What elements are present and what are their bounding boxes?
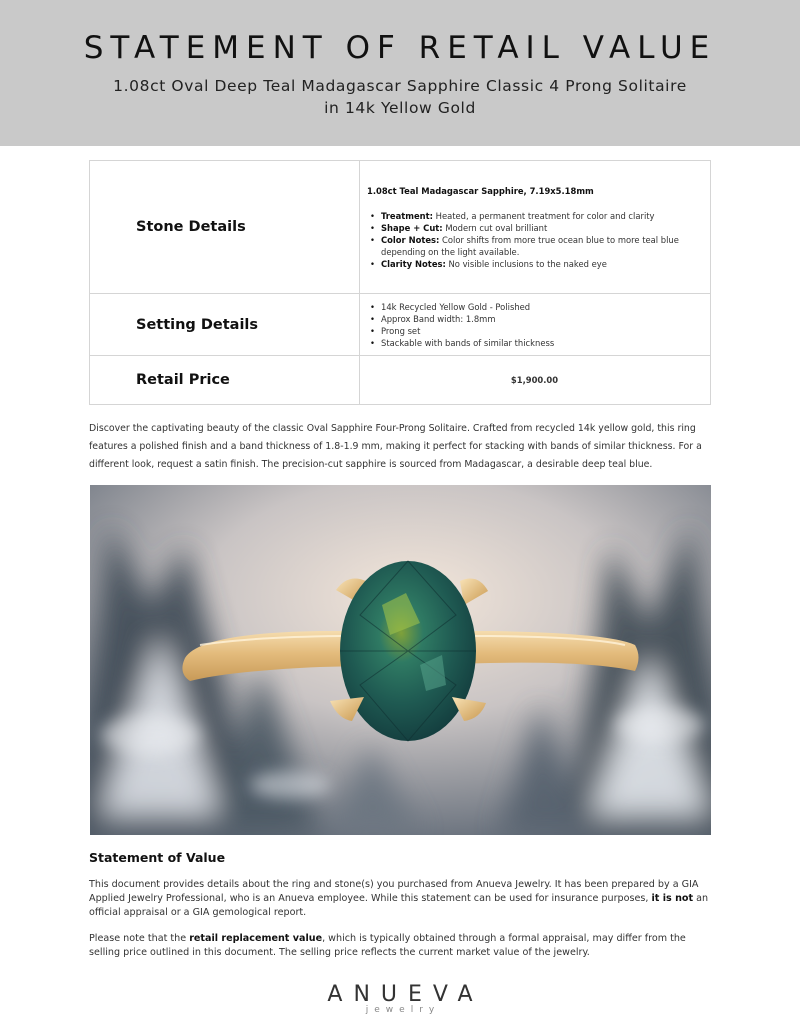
list-item: • 14k Recycled Yellow Gold - Polished [367,301,702,313]
ring-photo [90,485,711,835]
setting-details-content [360,294,711,356]
anueva-logo [0,982,800,1015]
logo-wordmark: ANUEVA [327,982,484,1007]
stone-details-row [90,161,711,294]
list-item: • Approx Band width: 1.8mm [367,313,702,325]
document-title: STATEMENT OF RETAIL VALUE [83,30,717,66]
retail-price-value: $1,900.00 [360,356,711,405]
product-subtitle [0,75,800,119]
list-item: • Prong set [367,325,702,337]
list-item: • Shape + Cut: Modern cut oval brilliant [367,222,702,234]
logo-subtitle: jewelry [365,1005,441,1015]
stone-details-label: Stone Details [90,161,360,294]
list-item: • Color Notes: Color shifts from more true ocean blue to more teal blue depending on the light available. [367,234,702,258]
stone-details-list [367,210,702,270]
retail-price-label: Retail Price [90,356,360,405]
stone-details-content [360,161,711,294]
list-item: • Clarity Notes: No visible inclusions to the naked eye [367,258,702,270]
statement-paragraph-1: This document provides details about the ring and stone(s) you purchased from Anueva Jewelry. It has been prepared by a GIA Applied Jewelry Professional, who is an Anueva employee. While this statement can be used for insurance purposes, it is not an official appraisal or a GIA gemological report. [89,879,709,918]
retail-price-row [90,356,711,405]
details-table [89,160,711,405]
product-description: Discover the captivating beauty of the classic Oval Sapphire Four-Prong Solitaire. Crafted from recycled 14k yellow gold, this ring features a polished finish and a band thickness of 1.8-1.9 mm, making it perfect for stacking with bands of similar thickness. For a different look, request a satin finish. The precision-cut sapphire is sourced from Madagascar, a desirable deep teal blue. [89,423,702,470]
subtitle-line-1: 1.08ct Oval Deep Teal Madagascar Sapphire Classic 4 Prong Solitaire [113,77,687,95]
setting-details-row [90,294,711,356]
statement-title: Statement of Value [89,850,226,865]
stone-heading: 1.08ct Teal Madagascar Sapphire, 7.19x5.18mm [367,185,594,196]
list-item: • Treatment: Heated, a permanent treatment for color and clarity [367,210,702,222]
statement-paragraph-2: Please note that the retail replacement value, which is typically obtained through a formal appraisal, may differ from the selling price outlined in this document. The selling price reflects the current market value of the jewelry. [89,933,686,958]
setting-details-list [367,301,702,349]
subtitle-line-2: in 14k Yellow Gold [324,99,476,117]
list-item: • Stackable with bands of similar thickness [367,337,702,349]
header-banner [0,0,800,146]
setting-details-label: Setting Details [90,294,360,356]
